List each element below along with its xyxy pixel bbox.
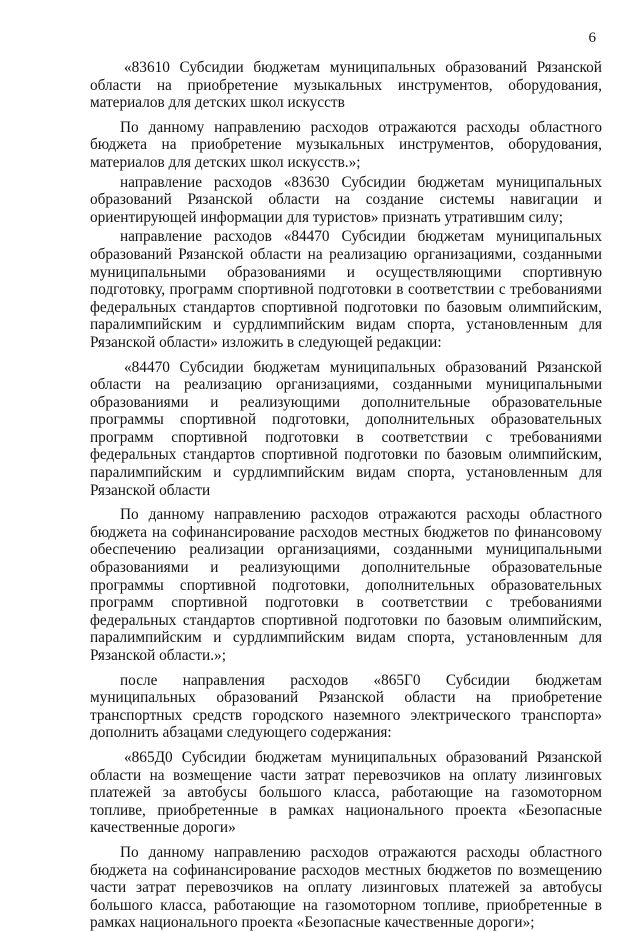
page-number: 6 bbox=[588, 30, 596, 46]
paragraph-865G0-addition: после направления расходов «865Г0 Субсидии бюджетам муниципальных образований Рязанской области на приобретение транспортных средств городского наземного электрического транспорта» дополнить абзацами следующего содержания: bbox=[90, 671, 602, 742]
paragraph-83630-repeal: направление расходов «83630 Субсидии бюджетам муниципальных образований Рязанской области на создание системы навигации и ориентирующей информации для туристов» признать утратившим силу; bbox=[90, 173, 602, 226]
paragraph-83610-description: По данному направлению расходов отражаются расходы областного бюджета на приобретение музыкальных инструментов, оборудования, материалов для детских школ искусств.»; bbox=[90, 118, 602, 171]
paragraph-84470-description: По данному направлению расходов отражаются расходы областного бюджета на софинансирование расходов местных бюджетов по финансовому обеспечению реализации организациями, созданными муниципальными образованиями и реализующими дополнительные образовательные программы спортивной подготовки, дополнительных образовательных программ спортивной подготовки в соответствии с требованиями федеральных стандартов спортивной подготовки по базовым олимпийским, паралимпийским и сурдлимпийским видам спорта, установленным для Рязанской области.»; bbox=[90, 506, 602, 664]
document-body bbox=[90, 59, 602, 932]
paragraph-84470-title: «84470 Субсидии бюджетам муниципальных образований Рязанской области на реализацию организациями, созданными муниципальными образованиями и реализующими дополнительные образовательные программы спортивной подготовки, дополнительных образовательных программ спортивной подготовки в соответствии с требованиями федеральных стандартов спортивной подготовки по базовым олимпийским, паралимпийским и сурдлимпийским видам спорта, установленным для Рязанской области bbox=[90, 358, 602, 499]
paragraph-83610-title: «83610 Субсидии бюджетам муниципальных образований Рязанской области на приобретение музыкальных инструментов, оборудования, материалов для детских школ искусств bbox=[90, 59, 602, 112]
paragraph-84470-amendment: направление расходов «84470 Субсидии бюджетам муниципальных образований Рязанской области на реализацию организациями, созданными муниципальными образованиями и осуществляющими спортивную подготовку, программ спортивной подготовки в соответствии с требованиями федеральных стандартов спортивной подготовки по базовым олимпийским, паралимпийским и сурдлимпийским видам спорта, установленным для Рязанской области» изложить в следующей редакции: bbox=[90, 228, 602, 351]
paragraph-865D0-title: «865Д0 Субсидии бюджетам муниципальных образований Рязанской области на возмещение части затрат перевозчиков на оплату лизинговых платежей за автобусы большого класса, работающие на газомоторном топливе, приобретенные в рамках национального проекта «Безопасные качественные дороги» bbox=[90, 748, 602, 837]
paragraph-865D0-description: По данному направлению расходов отражаются расходы областного бюджета на софинансирование расходов местных бюджетов по возмещению части затрат перевозчиков на оплату лизинговых платежей за автобусы большого класса, работающие на газомоторном топливе, приобретенные в рамках национального проекта «Безопасные качественные дороги»; bbox=[90, 843, 602, 932]
